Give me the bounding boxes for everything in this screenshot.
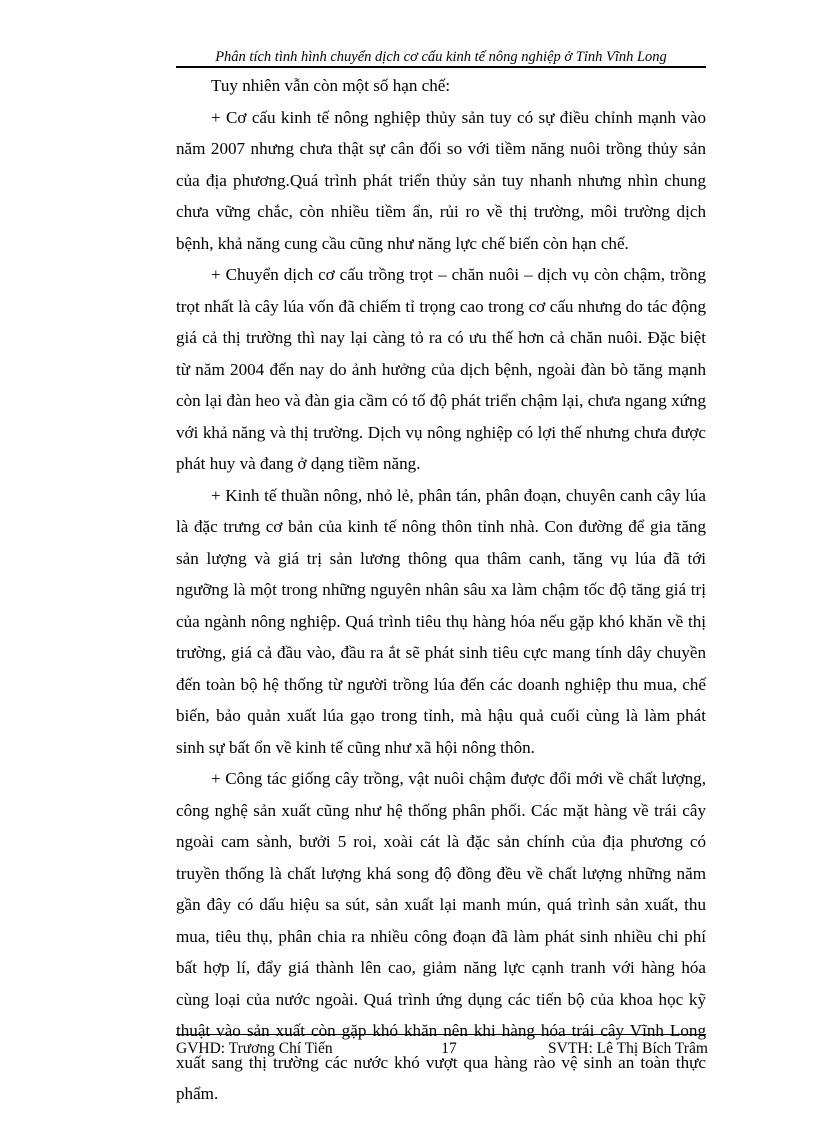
page-header-title: Phân tích tình hình chuyển dịch cơ cấu kinh tế nông nghiệp ở Tỉnh Vĩnh Long xyxy=(215,49,667,65)
paragraph-seed-varieties: + Công tác giống cây trồng, vật nuôi chậm được đổi mới về chất lượng, công nghệ sản xuất cũng như hệ thống phân phối. Các mặt hàng về trái cây ngoài cam sành, bưởi 5 roi, xoài cát là đặc sản chính của địa phương có truyền thống là chất lượng khá song độ đồng đều về chất lượng những năm gần đây có dấu hiệu sa sút, sản xuất lại manh mún, quá trình sản xuất, thu mua, tiêu thụ, phân chia ra nhiều công đoạn đã làm phát sinh nhiều chi phí bất hợp lí, đẩy giá thành lên cao, giảm năng lực cạnh tranh với hàng hóa cùng loại của nước ngoài. Quá trình ứng dụng các tiến bộ của khoa học kỹ thuật vào sản xuất còn gặp khó khăn nên khi hàng hóa trái cây Vĩnh Long xuất sang thị trường các nước khó vượt qua hàng rào vệ sinh an toàn thực phẩm. xyxy=(176,769,706,1103)
paragraph-crop-livestock: + Chuyển dịch cơ cấu trồng trọt – chăn nuôi – dịch vụ còn chậm, trồng trọt nhất là cây lúa vốn đã chiếm tỉ trọng cao trong cơ cấu nhưng do tác động giá cả thị trường thì nay lại càng tỏ ra có ưu thế hơn cả chăn nuôi. Đặc biệt từ năm 2004 đến nay do ảnh hưởng của dịch bệnh, ngoài đàn bò tăng mạnh còn lại đàn heo và đàn gia cầm có tố độ phát triển chậm lại, chưa ngang xứng với khả năng và thị trường. Dịch vụ nông nghiệp có lợi thế nhưng chưa được phát huy và đang ở dạng tiềm năng. xyxy=(176,265,706,473)
header-rule xyxy=(176,66,706,68)
paragraph-rice-economy: + Kinh tế thuần nông, nhỏ lẻ, phân tán, phân đoạn, chuyên canh cây lúa là đặc trưng cơ bản của kinh tế nông thôn tỉnh nhà. Con đường để gia tăng sản lượng và giá trị sản lương thông qua thâm canh, tăng vụ lúa đã tới ngưỡng là một trong những nguyên nhân sâu xa làm chậm tốc độ tăng giá trị của ngành nông nghiệp. Quá trình tiêu thụ hàng hóa nếu gặp khó khăn về thị trường, giá cả đầu vào, đầu ra ắt sẽ phát sinh tiêu cực mang tính dây chuyền đến toàn bộ hệ thống từ người trồng lúa đến các doanh nghiệp thu mua, chế biến, bảo quản xuất lúa gạo trong tỉnh, mà hậu quả cuối cùng là làm phát sinh sự bất ổn về kinh tế cũng như xã hội nông thôn. xyxy=(176,485,706,757)
footer-page-number: 17 xyxy=(441,1040,457,1057)
page-body xyxy=(176,70,706,1110)
footer-rule xyxy=(176,1034,706,1035)
paragraph-aquaculture: + Cơ cấu kinh tế nông nghiệp thủy sản tuy có sự điều chỉnh mạnh vào năm 2007 nhưng chưa thật sự cân đối so với tiềm năng nuôi trồng thủy sản của địa phương.Quá trình phát triển thủy sản tuy nhanh nhưng nhìn chung chưa vững chắc, còn nhiều tiềm ẩn, rủi ro về thị trường, môi trường dịch bệnh, khả năng cung cầu cũng như năng lực chế biến còn hạn chế. xyxy=(176,107,706,253)
paragraph-intro: Tuy nhiên vẫn còn một số hạn chế: xyxy=(211,76,451,95)
footer-advisor: GVHD: Trương Chí Tiến xyxy=(176,1040,333,1057)
footer-student: SVTH: Lê Thị Bích Trâm xyxy=(548,1040,708,1057)
